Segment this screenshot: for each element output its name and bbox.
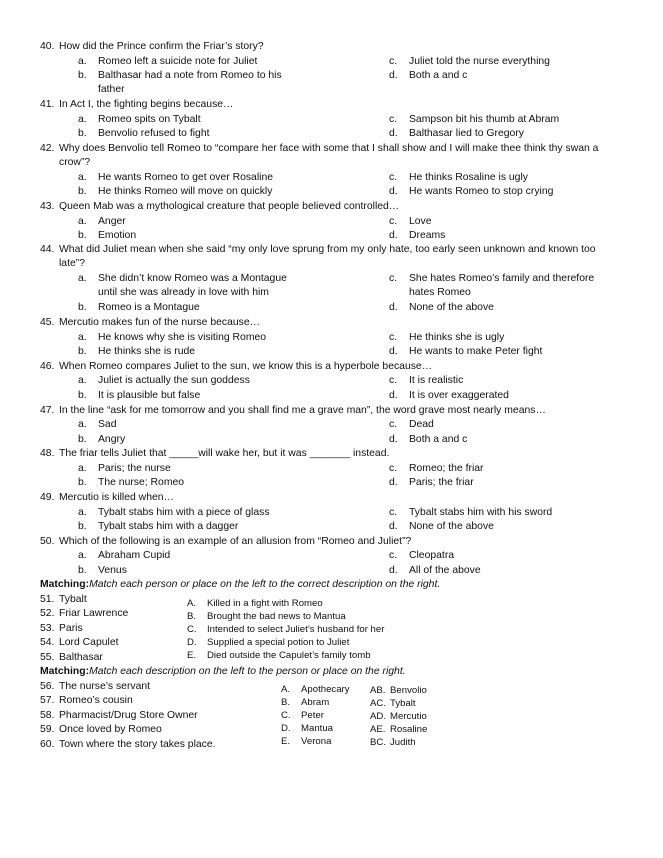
matching-2-answer-bc: BC. Judith (370, 737, 416, 748)
q46-option-b: b. It is plausible but false (78, 390, 201, 401)
matching-2-header: Matching:Match each description on the left to the person or place on the right. (40, 666, 406, 677)
q46-option-a: a. Juliet is actually the sun goddess (78, 375, 250, 386)
q43-option-c: c. Love (389, 216, 432, 227)
q47-option-b: b. Angry (78, 434, 126, 445)
matching-1-answer-e: E. Died outside the Capulet’s family tomb (187, 650, 371, 661)
matching-1-answer-d: D. Supplied a special potion to Juliet (187, 637, 350, 648)
q41-option-a: a. Romeo spits on Tybalt (78, 114, 201, 125)
question-49-stem: 49. Mercutio is killed when… (40, 492, 174, 503)
q46-option-c: c. It is realistic (389, 375, 464, 386)
matching-1-answer-a: A. Killed in a fight with Romeo (187, 598, 323, 609)
q44-option-d: d. None of the above (389, 302, 494, 313)
q50-option-d: d. All of the above (389, 565, 481, 576)
q45-option-b: b. He thinks she is rude (78, 346, 196, 357)
question-47-stem: 47. In the line “ask for me tomorrow and you shall find me a grave man”, the word grave most nearly means… (40, 405, 546, 416)
q50-option-b: b. Venus (78, 565, 127, 576)
q42-option-b: b. He thinks Romeo will move on quickly (78, 186, 273, 197)
matching-1-answer-b: B. Brought the bad news to Mantua (187, 611, 346, 622)
matching-2-item-60: 60. Town where the story takes place. (40, 739, 216, 750)
q45-option-d: d. He wants to make Peter fight (389, 346, 543, 357)
question-46-stem: 46. When Romeo compares Juliet to the sun, we know this is a hyperbole because… (40, 361, 433, 372)
q45-option-a: a. He knows why she is visiting Romeo (78, 332, 267, 343)
question-41-stem: 41. In Act I, the fighting begins because… (40, 99, 234, 110)
q40-option-c: c. Juliet told the nurse everything (389, 56, 550, 67)
matching-1-item-53: 53. Paris (40, 623, 83, 634)
matching-1-item-52: 52. Friar Lawrence (40, 608, 129, 619)
q40-option-a: a. Romeo left a suicide note for Juliet (78, 56, 258, 67)
q40-option-b: b. Balthasar had a note from Romeo to his father (78, 70, 282, 96)
q49-option-d: d. None of the above (389, 521, 494, 532)
question-50-stem: 50. Which of the following is an example of an allusion from “Romeo and Juliet”? (40, 536, 412, 547)
matching-2-answer-ab: AB. Benvolio (370, 685, 427, 696)
q47-option-a: a. Sad (78, 419, 117, 430)
matching-2-answer-ad: AD. Mercutio (370, 711, 427, 722)
q49-option-c: c. Tybalt stabs him with his sword (389, 507, 553, 518)
matching-2-item-59: 59. Once loved by Romeo (40, 724, 162, 735)
q48-option-c: c. Romeo; the friar (389, 463, 484, 474)
q47-option-c: c. Dead (389, 419, 434, 430)
q43-option-a: a. Anger (78, 216, 126, 227)
q42-option-d: d. He wants Romeo to stop crying (389, 186, 554, 197)
q48-option-d: d. Paris; the friar (389, 477, 474, 488)
matching-1-item-51: 51. Tybalt (40, 594, 87, 605)
matching-1-item-55: 55. Balthasar (40, 652, 103, 663)
matching-2-answer-e: E. Verona (281, 736, 332, 747)
q50-option-a: a. Abraham Cupid (78, 550, 171, 561)
question-48-stem: 48. The friar tells Juliet that _____will wake her, but it was _______ instead. (40, 448, 390, 459)
matching-2-answer-d: D. Mantua (281, 723, 333, 734)
question-43-stem: 43. Queen Mab was a mythological creature that people believed controlled… (40, 201, 400, 212)
matching-1-header: Matching:Match each person or place on the left to the correct description on the right. (40, 579, 441, 590)
matching-2-answer-ae: AE. Rosaline (370, 724, 428, 735)
q45-option-c: c. He thinks she is ugly (389, 332, 505, 343)
matching-2-item-58: 58. Pharmacist/Drug Store Owner (40, 710, 198, 721)
question-42-stem: 42. Why does Benvolio tell Romeo to “compare her face with some that I shall show and I will make thee think thy swan a crow”? (40, 143, 599, 169)
q44-option-b: b. Romeo is a Montague (78, 302, 200, 313)
q43-option-b: b. Emotion (78, 230, 137, 241)
q40-option-d: d. Both a and c (389, 70, 468, 81)
matching-2-item-57: 57. Romeo’s cousin (40, 695, 133, 706)
question-40-stem: 40. How did the Prince confirm the Friar’s story? (40, 41, 264, 52)
q42-option-a: a. He wants Romeo to get over Rosaline (78, 172, 273, 183)
q50-option-c: c. Cleopatra (389, 550, 455, 561)
q44-option-c: c. She hates Romeo’s family and therefore hates Romeo (389, 273, 595, 299)
q48-option-b: b. The nurse; Romeo (78, 477, 185, 488)
matching-2-answer-b: B. Abram (281, 697, 330, 708)
q41-option-c: c. Sampson bit his thumb at Abram (389, 114, 560, 125)
q44-option-a: a. She didn’t know Romeo was a Montague until she was already in love with him (78, 273, 287, 299)
matching-2-answer-c: C. Peter (281, 710, 324, 721)
q47-option-d: d. Both a and c (389, 434, 468, 445)
q42-option-c: c. He thinks Rosaline is ugly (389, 172, 528, 183)
matching-2-item-56: 56. The nurse’s servant (40, 681, 151, 692)
question-44-stem: 44. What did Juliet mean when she said “my only love sprung from my only hate, too early seen unknown and known too late”? (40, 244, 596, 270)
matching-2-answer-ac: AC. Tybalt (370, 698, 416, 709)
q43-option-d: d. Dreams (389, 230, 446, 241)
q48-option-a: a. Paris; the nurse (78, 463, 171, 474)
question-45-stem: 45. Mercutio makes fun of the nurse because… (40, 317, 260, 328)
q41-option-b: b. Benvolio refused to fight (78, 128, 210, 139)
matching-2-answer-a: A. Apothecary (281, 684, 350, 695)
q41-option-d: d. Balthasar lied to Gregory (389, 128, 524, 139)
matching-1-answer-c: C. Intended to select Juliet’s husband for her (187, 624, 385, 635)
q49-option-a: a. Tybalt stabs him with a piece of glass (78, 507, 270, 518)
q46-option-d: d. It is over exaggerated (389, 390, 509, 401)
matching-1-item-54: 54. Lord Capulet (40, 637, 119, 648)
q49-option-b: b. Tybalt stabs him with a dagger (78, 521, 239, 532)
